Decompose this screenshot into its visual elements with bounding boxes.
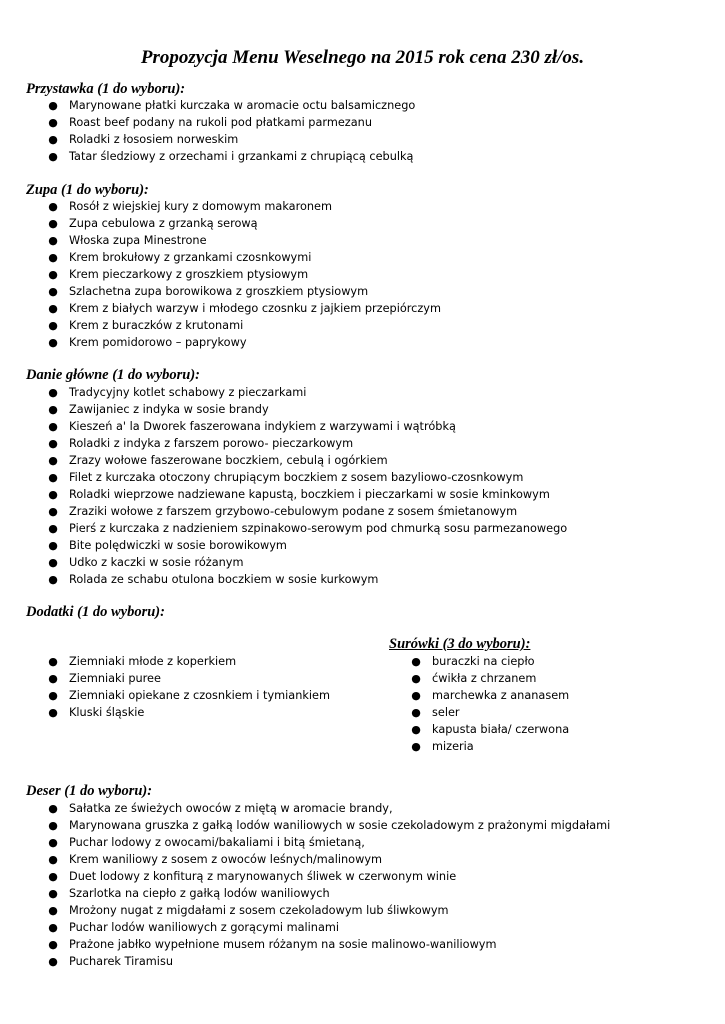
list-item-label: Roladki wieprzowe nadziewane kapustą, boczkiem i pieczarkami w sosie kminkowym xyxy=(69,488,550,501)
list-item xyxy=(48,300,441,317)
bullet-icon: ● xyxy=(48,234,58,247)
list-item xyxy=(48,131,415,148)
bullet-icon: ● xyxy=(48,921,58,934)
bullet-icon: ● xyxy=(48,706,58,719)
list-item xyxy=(48,817,611,834)
list-item-label: Szarlotka na ciepło z gałką lodów waniliowych xyxy=(69,887,330,900)
list-item-label: Marynowane płatki kurczaka w aromacie octu balsamicznego xyxy=(69,99,416,112)
list-deser xyxy=(48,800,611,970)
list-item-label: marchewka z ananasem xyxy=(432,689,570,702)
section-heading-deser: Deser (1 do wyboru): xyxy=(26,783,153,799)
list-item xyxy=(48,503,567,520)
list-item xyxy=(48,936,610,953)
list-przystawka xyxy=(48,97,416,165)
section-heading-danie-glowne: Danie główne (1 do wyboru): xyxy=(26,367,200,383)
bullet-icon: ● xyxy=(411,723,421,736)
list-item xyxy=(48,215,441,232)
list-item xyxy=(48,418,567,435)
list-item-label: Marynowana gruszka z gałką lodów waniliowych w sosie czekoladowym z prażonymi migdałami xyxy=(69,819,611,832)
list-item-label: mizeria xyxy=(432,740,474,753)
list-item-label: Mrożony nugat z migdałami z sosem czekoladowym lub śliwkowym xyxy=(69,904,449,917)
bullet-icon: ● xyxy=(48,386,58,399)
list-dodatki xyxy=(48,653,331,721)
bullet-icon: ● xyxy=(48,505,58,518)
bullet-icon: ● xyxy=(48,904,58,917)
list-item xyxy=(48,198,441,215)
list-item-label: Tradycyjny kotlet schabowy z pieczarkami xyxy=(69,386,307,399)
list-item xyxy=(48,283,441,300)
section-heading-dodatki: Dodatki (1 do wyboru): xyxy=(26,604,165,620)
bullet-icon: ● xyxy=(48,522,58,535)
list-item-label: Zupa cebulowa z grzanką serową xyxy=(69,217,258,230)
list-item xyxy=(48,232,441,249)
bullet-icon: ● xyxy=(48,471,58,484)
bullet-icon: ● xyxy=(48,672,58,685)
list-item-label: Krem brokułowy z grzankami czosnkowymi xyxy=(69,251,312,264)
list-item xyxy=(48,452,567,469)
list-item xyxy=(48,851,610,868)
bullet-icon: ● xyxy=(48,853,58,866)
list-item-label: Roladki z indyka z farszem porowo- pieczarkowym xyxy=(69,437,354,450)
list-item xyxy=(48,97,416,114)
list-item-label: Puchar lodowy z owocami/bakaliami i bitą śmietaną, xyxy=(69,836,365,849)
section-heading-surowki: Surówki (3 do wyboru): xyxy=(389,636,531,652)
bullet-icon: ● xyxy=(48,836,58,849)
list-item-label: Sałatka ze świeżych owoców z miętą w aromacie brandy, xyxy=(69,802,393,815)
list-item-label: Krem pomidorowo – paprykowy xyxy=(69,336,247,349)
list-item-label: Prażone jabłko wypełnione musem różanym na sosie malinowo-waniliowym xyxy=(69,938,497,951)
list-item xyxy=(48,885,610,902)
list-item-label: Kluski śląskie xyxy=(69,706,145,719)
bullet-icon: ● xyxy=(48,285,58,298)
list-item-label: buraczki na ciepło xyxy=(432,655,535,668)
section-heading-zupa: Zupa (1 do wyboru): xyxy=(26,182,149,198)
list-item xyxy=(48,520,568,537)
bullet-icon: ● xyxy=(48,437,58,450)
list-item xyxy=(411,738,569,755)
list-item xyxy=(48,401,567,418)
bullet-icon: ● xyxy=(48,454,58,467)
bullet-icon: ● xyxy=(48,133,58,146)
bullet-icon: ● xyxy=(48,268,58,281)
section-heading-przystawka: Przystawka (1 do wyboru): xyxy=(26,81,186,97)
bullet-icon: ● xyxy=(48,539,58,552)
list-item-label: Zrazy wołowe faszerowane boczkiem, cebulą i ogórkiem xyxy=(69,454,388,467)
list-item xyxy=(48,800,610,817)
page-title: Propozycja Menu Weselnego na 2015 rok cena 230 zł/os. xyxy=(140,47,585,68)
list-item xyxy=(411,653,569,670)
bullet-icon: ● xyxy=(48,116,58,129)
list-item xyxy=(48,653,330,670)
list-item xyxy=(48,687,331,704)
list-item xyxy=(48,834,610,851)
list-item-label: Zraziki wołowe z farszem grzybowo-cebulowym podane z sosem śmietanowym xyxy=(69,505,518,518)
bullet-icon: ● xyxy=(48,251,58,264)
list-item xyxy=(48,670,330,687)
list-item-label: Filet z kurczaka otoczony chrupiącym boczkiem z sosem bazyliowo-czosnkowym xyxy=(69,471,524,484)
list-item xyxy=(48,384,567,401)
list-item xyxy=(48,334,441,351)
bullet-icon: ● xyxy=(411,672,421,685)
list-item-label: Pierś z kurczaka z nadzieniem szpinakowo-serowym pod chmurką sosu parmezanowego xyxy=(69,522,568,535)
bullet-icon: ● xyxy=(411,655,421,668)
list-item-label: Duet lodowy z konfiturą z marynowanych śliwek w czerwonym winie xyxy=(69,870,457,883)
list-item xyxy=(48,435,567,452)
list-item-label: Krem z buraczków z krutonami xyxy=(69,319,244,332)
list-item xyxy=(48,868,610,885)
list-item-label: Tatar śledziowy z orzechami i grzankami z chrupiącą cebulką xyxy=(69,150,414,163)
list-item xyxy=(48,554,567,571)
list-item xyxy=(411,721,570,738)
list-item-label: Szlachetna zupa borowikowa z groszkiem ptysiowym xyxy=(69,285,369,298)
bullet-icon: ● xyxy=(48,200,58,213)
list-item xyxy=(48,902,610,919)
list-item xyxy=(48,486,567,503)
list-item-label: Puchar lodów waniliowych z gorącymi malinami xyxy=(69,921,340,934)
list-item-label: Bite polędwiczki w sosie borowikowym xyxy=(69,539,287,552)
bullet-icon: ● xyxy=(411,740,421,753)
list-zupa xyxy=(48,198,441,351)
list-item-label: Ziemniaki puree xyxy=(69,672,161,685)
list-item xyxy=(411,670,569,687)
bullet-icon: ● xyxy=(48,689,58,702)
list-item-label: Roast beef podany na rukoli pod płatkami parmezanu xyxy=(69,116,372,129)
bullet-icon: ● xyxy=(48,819,58,832)
list-item-label: kapusta biała/ czerwona xyxy=(432,723,570,736)
list-item xyxy=(48,469,567,486)
bullet-icon: ● xyxy=(48,99,58,112)
list-item xyxy=(48,704,330,721)
list-item-label: Włoska zupa Minestrone xyxy=(69,234,207,247)
list-item-label: Rosół z wiejskiej kury z domowym makaronem xyxy=(69,200,333,213)
list-item xyxy=(48,114,415,131)
list-item xyxy=(48,317,441,334)
list-item xyxy=(48,571,567,588)
list-item-label: Rolada ze schabu otulona boczkiem w sosie kurkowym xyxy=(69,573,379,586)
bullet-icon: ● xyxy=(48,217,58,230)
bullet-icon: ● xyxy=(48,302,58,315)
list-item-label: Kieszeń a' la Dworek faszerowana indykiem z warzywami i wątróbką xyxy=(69,420,456,433)
bullet-icon: ● xyxy=(48,420,58,433)
list-item xyxy=(48,249,441,266)
bullet-icon: ● xyxy=(411,706,421,719)
list-item-label: ćwikła z chrzanem xyxy=(432,672,537,685)
list-item-label: Krem waniliowy z sosem z owoców leśnych/malinowym xyxy=(69,853,383,866)
list-item xyxy=(48,266,441,283)
bullet-icon: ● xyxy=(48,319,58,332)
list-item-label: seler xyxy=(432,706,460,719)
list-item xyxy=(48,148,415,165)
list-danie-glowne xyxy=(48,384,568,588)
bullet-icon: ● xyxy=(48,955,58,968)
bullet-icon: ● xyxy=(48,573,58,586)
bullet-icon: ● xyxy=(48,887,58,900)
bullet-icon: ● xyxy=(48,488,58,501)
list-item-label: Ziemniaki opiekane z czosnkiem i tymiankiem xyxy=(69,689,331,702)
list-item xyxy=(411,704,569,721)
list-item-label: Ziemniaki młode z koperkiem xyxy=(69,655,237,668)
list-item xyxy=(411,687,570,704)
bullet-icon: ● xyxy=(411,689,421,702)
list-item-label: Pucharek Tiramisu xyxy=(69,955,173,968)
bullet-icon: ● xyxy=(48,655,58,668)
list-item-label: Krem pieczarkowy z groszkiem ptysiowym xyxy=(69,268,309,281)
bullet-icon: ● xyxy=(48,938,58,951)
list-item xyxy=(48,919,610,936)
bullet-icon: ● xyxy=(48,150,58,163)
bullet-icon: ● xyxy=(48,336,58,349)
list-item xyxy=(48,537,567,554)
list-item-label: Roladki z łososiem norweskim xyxy=(69,133,239,146)
list-item-label: Zawijaniec z indyka w sosie brandy xyxy=(69,403,269,416)
list-item xyxy=(48,953,610,970)
bullet-icon: ● xyxy=(48,870,58,883)
bullet-icon: ● xyxy=(48,403,58,416)
list-surowki xyxy=(411,653,570,755)
list-item-label: Krem z białych warzyw i młodego czosnku z jajkiem przepiórczym xyxy=(69,302,441,315)
bullet-icon: ● xyxy=(48,556,58,569)
bullet-icon: ● xyxy=(48,802,58,815)
list-item-label: Udko z kaczki w sosie różanym xyxy=(69,556,244,569)
